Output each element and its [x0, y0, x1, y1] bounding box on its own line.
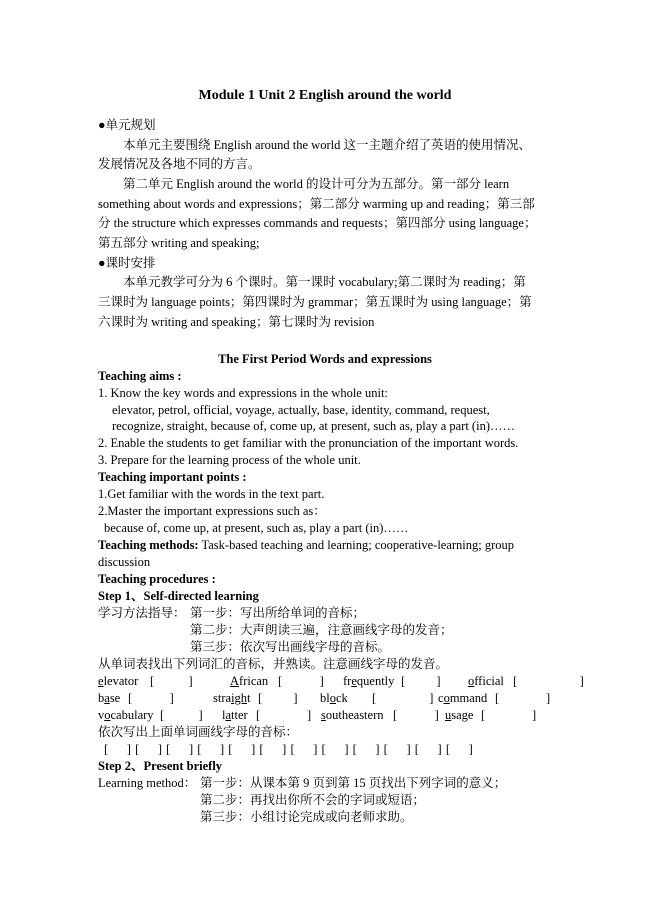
plan-paragraph-2a: 第二单元 English around the world 的设计可分为五部分。第一部分 learn: [123, 177, 510, 191]
schedule-heading: ●课时安排: [98, 256, 156, 270]
points-heading: Teaching important points :: [98, 470, 247, 484]
plan-paragraph-2b: something about words and expressions；第二部分 warming up and reading；第三部: [98, 197, 535, 211]
point-2: 2.Master the important expressions such as：: [98, 504, 326, 518]
plan-paragraph-1b: 发展情况及各地不同的方言。: [98, 157, 261, 171]
schedule-paragraph-a: 本单元教学可分为 6 个课时。第一课时 vocabulary;第二课时为 reading；第: [123, 275, 526, 289]
answer-bracket: [ ]: [278, 674, 324, 688]
word-frequently: frequently: [343, 674, 395, 688]
step1-instruction-1: 第一步：写出所给单词的音标；: [190, 606, 366, 620]
point-1: 1.Get familiar with the words in the text part.: [98, 487, 325, 501]
answer-bracket: [ ]: [481, 708, 537, 722]
word-latter: latter: [222, 708, 248, 722]
schedule-paragraph-b: 三课时为 language points；第四课时为 grammar；第五课时为 using language；第: [98, 295, 532, 309]
step2-instruction-3: 第三步：小组讨论完成或向老师求助。: [200, 810, 413, 824]
step1-instruction-3: 第三步：依次写出画线字母的音标。: [190, 640, 391, 654]
step1-heading: Step 1、Self-directed learning: [98, 589, 259, 603]
word-african: African: [230, 674, 269, 688]
document-title: Module 1 Unit 2 English around the world: [198, 88, 452, 103]
schedule-paragraph-c: 六课时为 writing and speaking；第七课时为 revision: [98, 315, 375, 329]
word-elevator: elevator: [98, 674, 139, 688]
aim-3: 3. Prepare for the learning process of the whole unit.: [98, 453, 361, 467]
step1-task: 从单词表找出下列词汇的音标，并熟读。注意画线字母的发音。: [98, 657, 449, 671]
answer-bracket: [ ]: [256, 708, 312, 722]
procedures-heading: Teaching procedures :: [98, 572, 216, 586]
word-usage: usage: [445, 708, 474, 722]
word-vocabulary: vocabulary: [98, 708, 154, 722]
word-southeastern: southeastern: [321, 708, 384, 722]
plan-paragraph-2d: 第五部分 writing and speaking;: [98, 236, 260, 250]
step2-instruction-2: 第二步：再找出你所不会的字词或短语；: [200, 793, 426, 807]
aims-heading: Teaching aims :: [98, 369, 182, 383]
step2-label: Learning method：: [98, 776, 197, 790]
aim-2: 2. Enable the students to get familiar with the pronunciation of the important words.: [98, 436, 519, 450]
answer-bracket: [ ]: [393, 708, 439, 722]
answer-bracket: [ ]: [128, 691, 174, 705]
answer-bracket: [ ]: [495, 691, 551, 705]
word-official: official: [468, 674, 504, 688]
methods-line: [98, 537, 514, 554]
plan-heading: ●单元规划: [98, 118, 156, 132]
plan-paragraph-1a: 本单元主要围绕 English around the world 这一主题介绍了英语的使用情况、: [123, 138, 531, 152]
word-block: block: [320, 691, 348, 705]
word-row-1: [98, 673, 138, 690]
answer-bracket: [ ]: [513, 674, 584, 688]
plan-paragraph-2c: 分 the structure which expresses commands and requests；第四部分 using language；: [98, 216, 537, 230]
answer-bracket: [ ]: [258, 691, 298, 705]
step2-instruction-1: 第一步：从课本第 9 页到第 15 页找出下列字词的意义；: [200, 776, 507, 790]
step2-heading: Step 2、Present briefly: [98, 759, 223, 773]
methods-text-a: Task-based teaching and learning; cooperative-learning; group: [201, 538, 515, 552]
word-command: command: [438, 691, 488, 705]
answer-bracket: [ ]: [372, 691, 434, 705]
period-title: The First Period Words and expressions: [218, 352, 432, 366]
aim-1-words-b: recognize, straight, because of, come up, at present, such as, play a part (in)……: [112, 419, 515, 433]
answer-bracket: [ ]: [401, 674, 441, 688]
step1-guide-label: 学习方法指导：: [98, 606, 186, 620]
point-2-list: because of, come up, at present, such as, play a part (in)……: [104, 521, 409, 535]
aim-1: 1. Know the key words and expressions in the whole unit:: [98, 386, 388, 400]
answer-bracket-row: [ ] [ ] [ ] [ ] [ ] [ ] [ ] [ ] [ ] [ ] [ ] [ ]: [104, 742, 474, 756]
step1-instruction-2: 第二步：大声朗读三遍，注意画线字母的发音；: [190, 623, 453, 637]
aim-1-words-a: elevator, petrol, official, voyage, actually, base, identity, command, request,: [112, 403, 490, 417]
answer-bracket: [ ]: [150, 674, 193, 688]
word-base: base: [98, 691, 121, 705]
methods-heading: Teaching methods:: [98, 538, 199, 552]
word-straight: straight: [213, 691, 251, 705]
methods-text-b: discussion: [98, 555, 151, 569]
answer-bracket: [ ]: [160, 708, 203, 722]
write-task: 依次写出上面单词画线字母的音标：: [98, 725, 299, 739]
